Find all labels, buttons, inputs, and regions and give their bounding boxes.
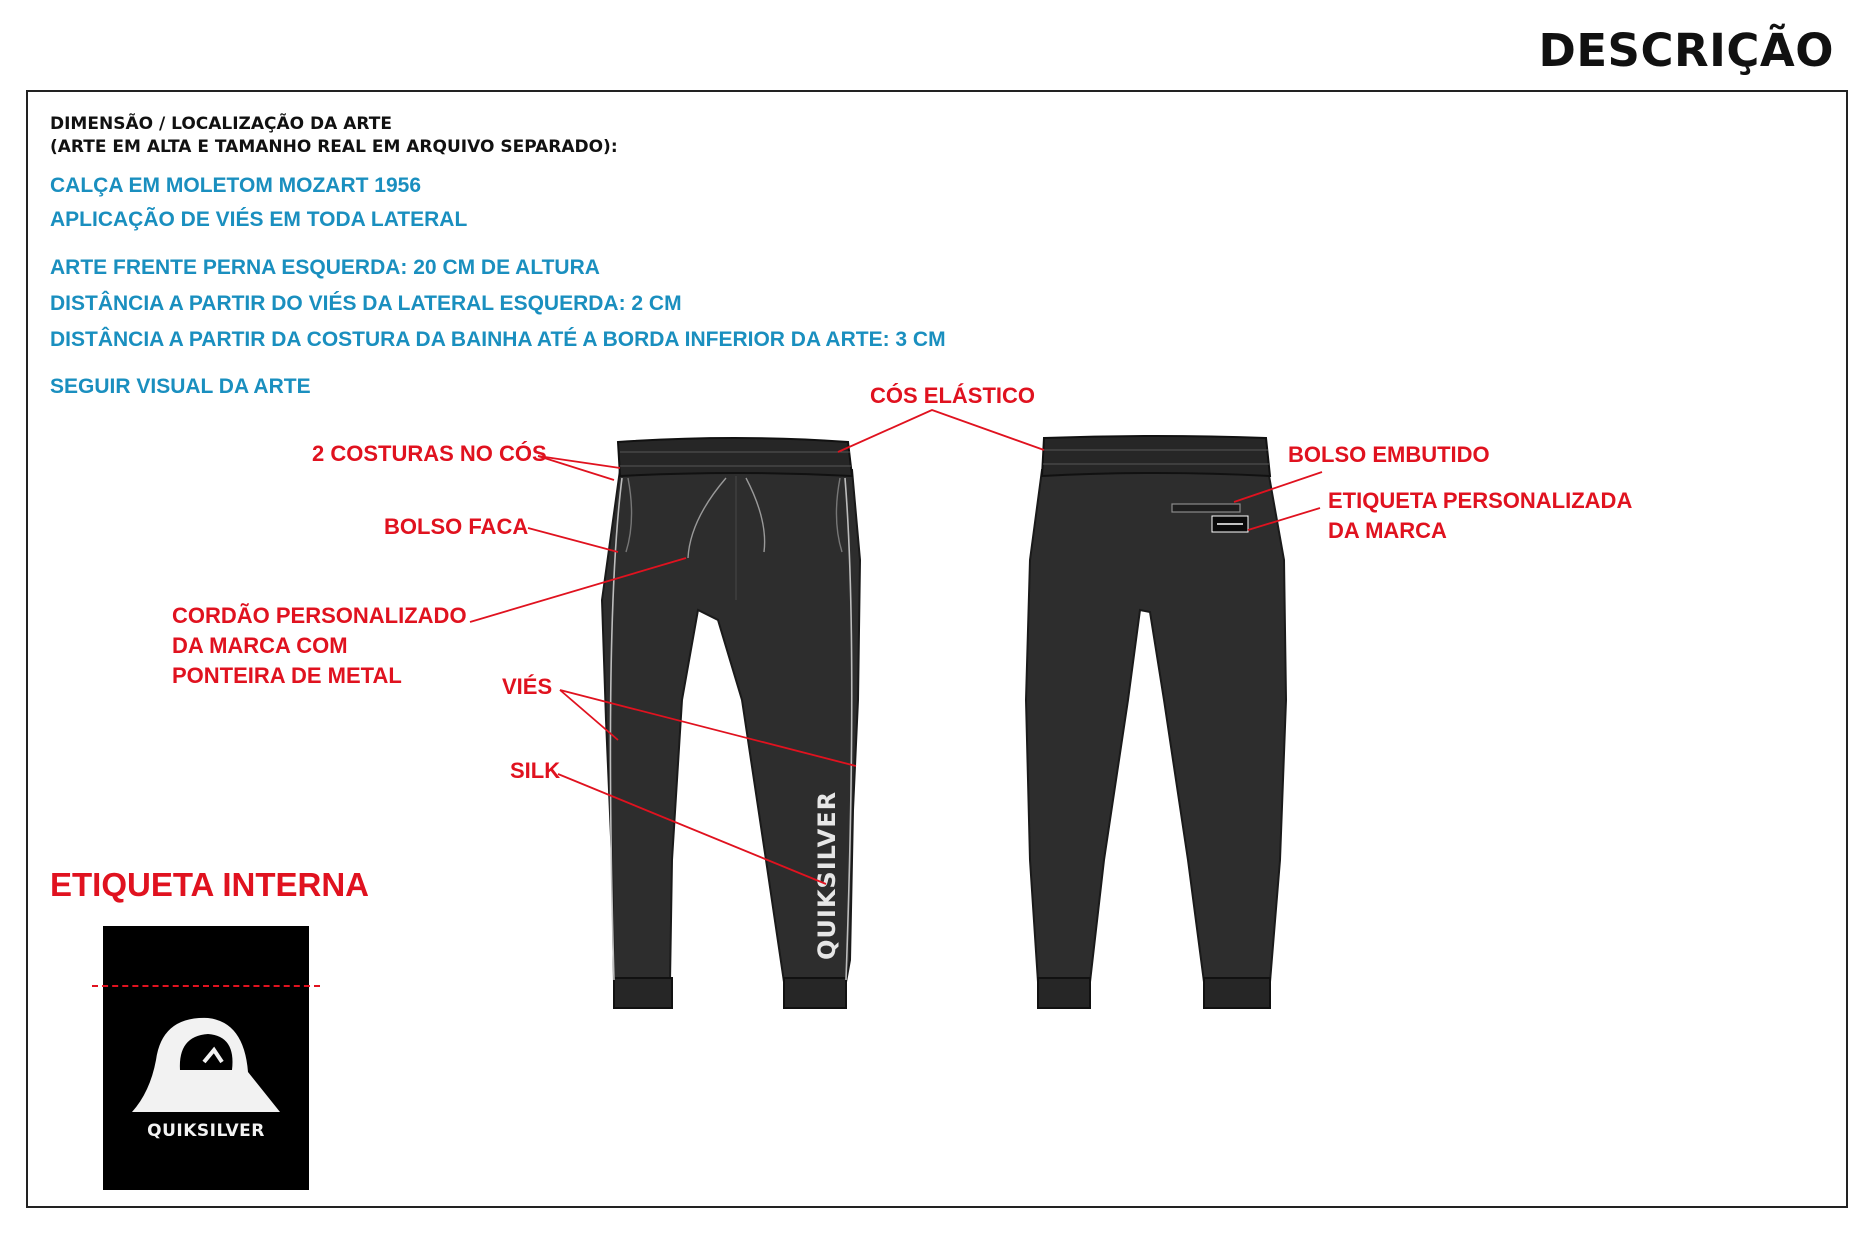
back-welt-pocket xyxy=(1172,504,1240,512)
inner-label xyxy=(103,926,309,1190)
callout-cordao xyxy=(172,601,467,691)
spec-art-side-distance: DISTÂNCIA A PARTIR DO VIÉS DA LATERAL ESQUERDA: 2 CM xyxy=(50,292,682,315)
callout-bolso-faca: BOLSO FACA xyxy=(384,514,529,539)
spec-piping: APLICAÇÃO DE VIÉS EM TODA LATERAL xyxy=(50,208,468,231)
callout-vies: VIÉS xyxy=(502,674,553,699)
spec-fabric: CALÇA EM MOLETOM MOZART 1956 xyxy=(50,174,422,197)
spec-art-height: ARTE FRENTE PERNA ESQUERDA: 20 CM DE ALTURA xyxy=(50,256,600,279)
back-pants-body xyxy=(1026,470,1286,982)
callout-cos-elastico: CÓS ELÁSTICO xyxy=(870,383,1036,408)
back-left-cuff xyxy=(1038,978,1090,1008)
front-right-cuff xyxy=(784,978,846,1008)
back-waistband xyxy=(1042,436,1270,476)
front-pants xyxy=(602,438,860,1008)
callout-cordao-line1: CORDÃO PERSONALIZADO xyxy=(172,603,467,628)
callout-etiqueta-line1: ETIQUETA PERSONALIZADA xyxy=(1328,488,1633,513)
callout-etiqueta xyxy=(1328,486,1632,546)
silk-logo-text: QUIKSILVER xyxy=(813,790,841,960)
back-pants xyxy=(1026,436,1286,1008)
callout-etiqueta-line2: DA MARCA xyxy=(1328,518,1447,543)
front-waistband xyxy=(618,438,852,476)
spec-follow-visual: SEGUIR VISUAL DA ARTE xyxy=(50,375,311,398)
section-heading-line2: (ARTE EM ALTA E TAMANHO REAL EM ARQUIVO SEPARADO): xyxy=(50,137,618,157)
callout-bolso-embutido: BOLSO EMBUTIDO xyxy=(1288,442,1490,467)
section-heading-line1: DIMENSÃO / LOCALIZAÇÃO DA ARTE xyxy=(50,114,392,134)
inner-label-brand: QUIKSILVER xyxy=(147,1121,265,1141)
callout-cordao-line3: PONTEIRA DE METAL xyxy=(172,663,402,688)
callout-costuras-cos: 2 COSTURAS NO CÓS xyxy=(312,441,547,466)
inner-label-fold-line xyxy=(92,985,320,987)
back-right-cuff xyxy=(1204,978,1270,1008)
callout-cordao-line2: DA MARCA COM xyxy=(172,633,348,658)
page-title: DESCRIÇÃO xyxy=(1538,24,1834,77)
inner-label-title: ETIQUETA INTERNA xyxy=(50,866,369,903)
spec-art-hem-distance: DISTÂNCIA A PARTIR DA COSTURA DA BAINHA ATÉ A BORDA INFERIOR DA ARTE: 3 CM xyxy=(50,328,946,351)
front-left-cuff xyxy=(614,978,672,1008)
callout-silk: SILK xyxy=(510,758,561,783)
